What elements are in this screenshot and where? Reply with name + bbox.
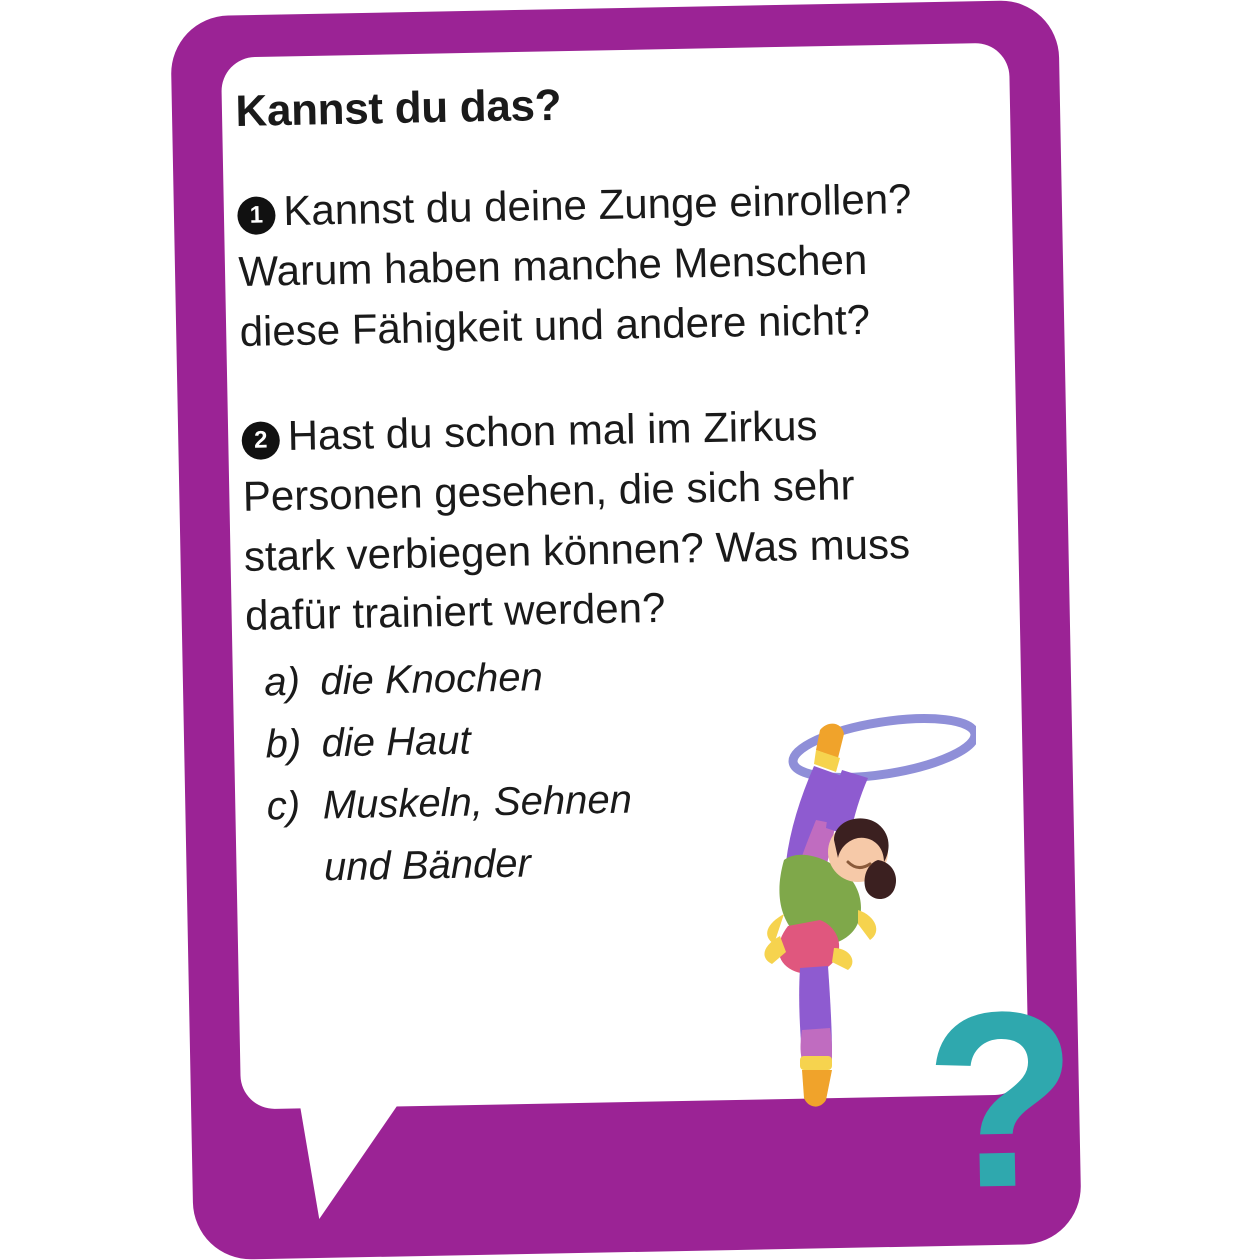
question-mark-icon: ? [922, 958, 1081, 1241]
answer-letter-c: c) [266, 783, 301, 829]
question-2 [241, 394, 935, 646]
page-title: Kannst du das? [234, 80, 562, 136]
speech-bubble-tail [299, 1097, 405, 1219]
answer-option-c[interactable] [266, 766, 737, 837]
answer-option-a[interactable] [264, 642, 735, 713]
answer-text-c: Muskeln, Sehnen [322, 777, 633, 828]
answer-letter-b: b) [265, 721, 302, 767]
answer-letter-a: a) [263, 659, 301, 705]
question-text-1: Kannst du deine Zunge einrollen? Warum haben manche Menschen diese Fähigkeit und andere nicht? [238, 175, 912, 355]
question-number-badge-2: 2 [241, 421, 280, 460]
question-1 [237, 169, 930, 361]
answer-options [264, 642, 739, 899]
answer-option-b[interactable] [265, 704, 736, 775]
answer-text-c-continuation: und Bänder [323, 841, 532, 890]
question-number-badge-1: 1 [237, 197, 276, 236]
contortionist-gymnast-illustration [716, 700, 976, 1110]
answer-text-a: die Knochen [319, 654, 544, 704]
answer-text-b: die Haut [321, 718, 471, 766]
question-text-2: Hast du schon mal im Zirkus Personen gesehen, die sich sehr stark verbiegen können? Was muss dafür trainiert werden? [242, 402, 911, 640]
